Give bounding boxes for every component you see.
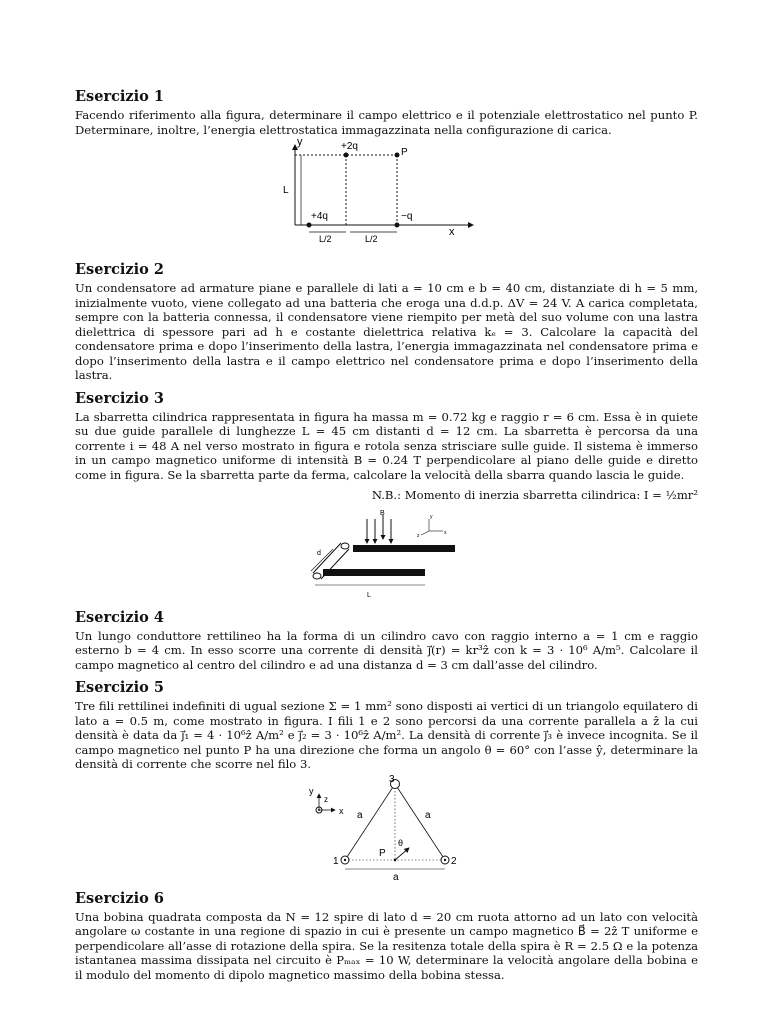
svg-text:θ: θ <box>397 837 403 848</box>
exercise-5-text: Tre fili rettilinei indefiniti di ugual sezione Σ = 1 mm² sono disposti ai vertici di un triangolo equilatero di lato a = 0.5 m, come mostrato in figura. I fili 1 e 2 sono percorsi da una corrente parallela a ẑ la cui densità è data da j⃗₁ = 4 · 10⁶ẑ A/m² e j⃗₂ = 3 · 10⁶ẑ A/m². La densità di corrente j⃗₃ è invece incognita. Se il campo magnetico nel punto P ha una direzione che forma un angolo θ = 60° con l’asse ŷ, determinare la densità di corrente che scorre nel filo 3. <box>75 699 698 771</box>
svg-text:x: x <box>448 226 454 238</box>
svg-text:L/2: L/2 <box>364 234 378 244</box>
exercise-1-figure <box>282 136 487 259</box>
svg-text:L: L <box>366 591 371 599</box>
svg-text:1: 1 <box>332 855 339 867</box>
svg-text:3: 3 <box>388 773 395 785</box>
exercise-6-text: Una bobina quadrata composta da N = 12 spire di lato d = 20 cm ruota attorno ad un lato con velocità angolare ω costante in una regione di spazio in cui è presente un campo magnetico B⃗ = 2ẑ T uniforme e perpendicolare all’asse di rotazione della spira. Se la resitenza totale della spira è R = 2.5 Ω e la potenza istantanea massima dissipata nel circuito è Pₘₐₓ = 10 W, determinare la velocità angolare della bobina e il modulo del momento di dipolo magnetico massimo della bobina stessa. <box>75 909 698 982</box>
rail-bottom <box>323 569 425 576</box>
exercise-6-title: Esercizio 6 <box>75 889 164 907</box>
svg-text:L: L <box>282 185 289 196</box>
exercise-2-text: Un condensatore ad armature piane e parallele di lati a = 10 cm e b = 40 cm, distanziate di h = 5 mm, inizialmente vuoto, viene collegato ad una batteria che eroga una d.d.p. ΔV = 24 V. A carica completata, sempre con la batteria connessa, il condensatore viene riempito per metà del suo volume con una lastra dielettrica di spessore pari ad h e costante dielettrica relativa kₑ = 3. Calcolare la capacità del condensatore prima e dopo l’inserimento della lastra, l’energia immagazzinata nel condensatore prima e dopo l’inserimento della lastra e il campo elettrico nel condensatore prima e dopo l’inserimento della lastra. <box>75 281 698 382</box>
exercise-1-title: Esercizio 1 <box>75 88 164 105</box>
exercise-3-note: N.B.: Momento di inerzia sbarretta cilindrica: I = ½mr² <box>371 488 698 502</box>
svg-text:2: 2 <box>450 855 457 867</box>
charge-top <box>343 153 348 158</box>
exercise-3-figure <box>297 505 477 605</box>
svg-text:a: a <box>356 809 363 821</box>
exercise-2-title: Esercizio 2 <box>75 261 164 278</box>
svg-text:y: y <box>429 513 432 520</box>
rail-top <box>353 545 455 552</box>
svg-text:+4q: +4q <box>310 211 328 222</box>
svg-text:z: z <box>416 532 419 539</box>
svg-text:a: a <box>392 871 399 883</box>
svg-text:+2q: +2q <box>340 141 358 152</box>
svg-text:x: x <box>443 529 446 536</box>
exercise-1-text: Facendo riferimento alla figura, determinare il campo elettrico e il potenziale elettrostatico nel punto P. Determinare, inoltre, l’energia elettrostatica immagazzinata nella configurazione di carica. <box>75 108 698 137</box>
exercise-3-text: La sbarretta cilindrica rappresentata in figura ha massa m = 0.72 kg e raggio r = 6 cm. Essa è in quiete su due guide parallele di lunghezze L = 45 cm distanti d = 12 cm. La sbarretta è percorsa da una corrente i = 48 A nel verso mostrato in figura e rotola senza strisciare sulle guide. Il sistema è immerso in un campo magnetico uniforme di intensità B = 0.24 T perpendicolare al piano delle guide e diretto come in figura. Se la sbarretta parte da ferma, calcolare la velocità della sbarra quando lascia le guide. <box>75 409 698 482</box>
charge-right <box>394 223 399 228</box>
svg-text:−q: −q <box>400 211 412 222</box>
exercise-5-figure <box>297 774 477 886</box>
exercise-4-text: Un lungo conduttore rettilineo ha la forma di un cilindro cavo con raggio interno a = 1 cm e raggio esterno b = 4 cm. In esso scorre una corrente di densità j⃗(r) = kr³ẑ con k = 3 · 10⁶ A/m⁵. Calcolare il campo magnetico al centro del cilindro e ad una distanza d = 3 cm dall’asse del cilindro. <box>75 628 698 672</box>
svg-text:a: a <box>424 809 431 821</box>
svg-text:P: P <box>400 147 408 158</box>
svg-text:y: y <box>296 136 302 148</box>
charge-origin <box>306 223 311 228</box>
svg-text:y: y <box>308 785 313 796</box>
svg-text:x: x <box>338 805 343 816</box>
exercise-sheet <box>75 88 698 982</box>
exercise-4-title: Esercizio 4 <box>75 608 164 626</box>
svg-text:L/2: L/2 <box>318 234 332 244</box>
svg-text:P: P <box>378 847 386 859</box>
exercise-5-title: Esercizio 5 <box>75 679 164 696</box>
svg-text:B: B <box>379 509 385 517</box>
point-p <box>394 153 399 158</box>
exercise-3-title: Esercizio 3 <box>75 389 164 407</box>
svg-text:z: z <box>323 794 328 804</box>
svg-text:d: d <box>316 549 321 557</box>
